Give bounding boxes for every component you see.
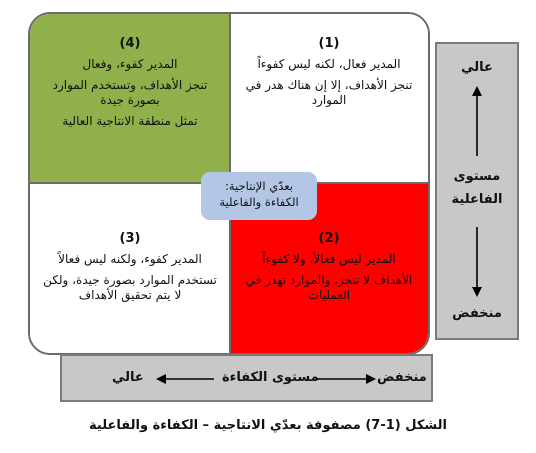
quadrant-3 (30, 183, 230, 353)
quadrant-4 (30, 14, 230, 183)
quadrant-2-line2: الأهداف لا تنجز، والموارد تهدر في العمليات (245, 273, 413, 302)
quadrant-3-line1: المدير كفوء، ولكنه ليس فعالاً (58, 252, 202, 266)
figure-caption: الشكل (1-7) مصفوفة بعدّي الانتاجية – الكفاءة والفاعلية (89, 418, 447, 433)
effectiveness-low-label: منخفض (452, 306, 502, 321)
arrow-left-icon (156, 369, 218, 389)
effectiveness-high-label: عالي (461, 60, 493, 75)
quadrant-1-number: (1) (318, 36, 340, 51)
quadrant-4-line1: المدير كفوء، وفعال (82, 57, 178, 71)
quadrant-2-number: (2) (318, 231, 340, 246)
quadrant-2-line1: المدير ليس فعالاً، ولا كفوءاً (262, 252, 396, 266)
efficiency-axis-panel (60, 354, 433, 402)
arrow-right-icon (314, 369, 376, 389)
center-label-line2: الكفاءة والفاعلية (219, 195, 299, 209)
quadrant-3-line2: تستخدم الموارد بصورة جيدة، ولكن لا يتم تحقيق الأهداف (43, 273, 217, 302)
efficiency-high-label: عالي (112, 370, 144, 385)
productivity-matrix (28, 12, 430, 355)
center-label-line1: بعدّي الإنتاجية: (225, 179, 293, 193)
quadrant-1-line1: المدير فعال، لكنه ليس كفوءاً (257, 57, 401, 71)
quadrant-4-line3: تمثل منطقة الانتاجية العالية (62, 114, 198, 128)
center-label (201, 172, 317, 220)
effectiveness-axis-title-line2: الفاعلية (451, 192, 503, 207)
effectiveness-axis-title-line1: مستوى (453, 169, 501, 184)
quadrant-1-line2: تنجز الأهداف، إلا إن هناك هدر في الموارد (245, 78, 413, 107)
efficiency-axis-title: مستوى الكفاءة (222, 370, 319, 385)
arrow-up-icon (437, 84, 521, 164)
arrow-down-icon (437, 219, 521, 299)
quadrant-4-line2: تنجز الأهداف، وتستخدم الموارد بصورة جيدة (52, 78, 208, 107)
quadrant-4-number: (4) (119, 36, 141, 51)
quadrant-3-number: (3) (119, 231, 141, 246)
efficiency-low-label: منخفض (377, 370, 427, 385)
quadrant-1 (230, 14, 428, 183)
effectiveness-axis-panel (435, 42, 519, 340)
